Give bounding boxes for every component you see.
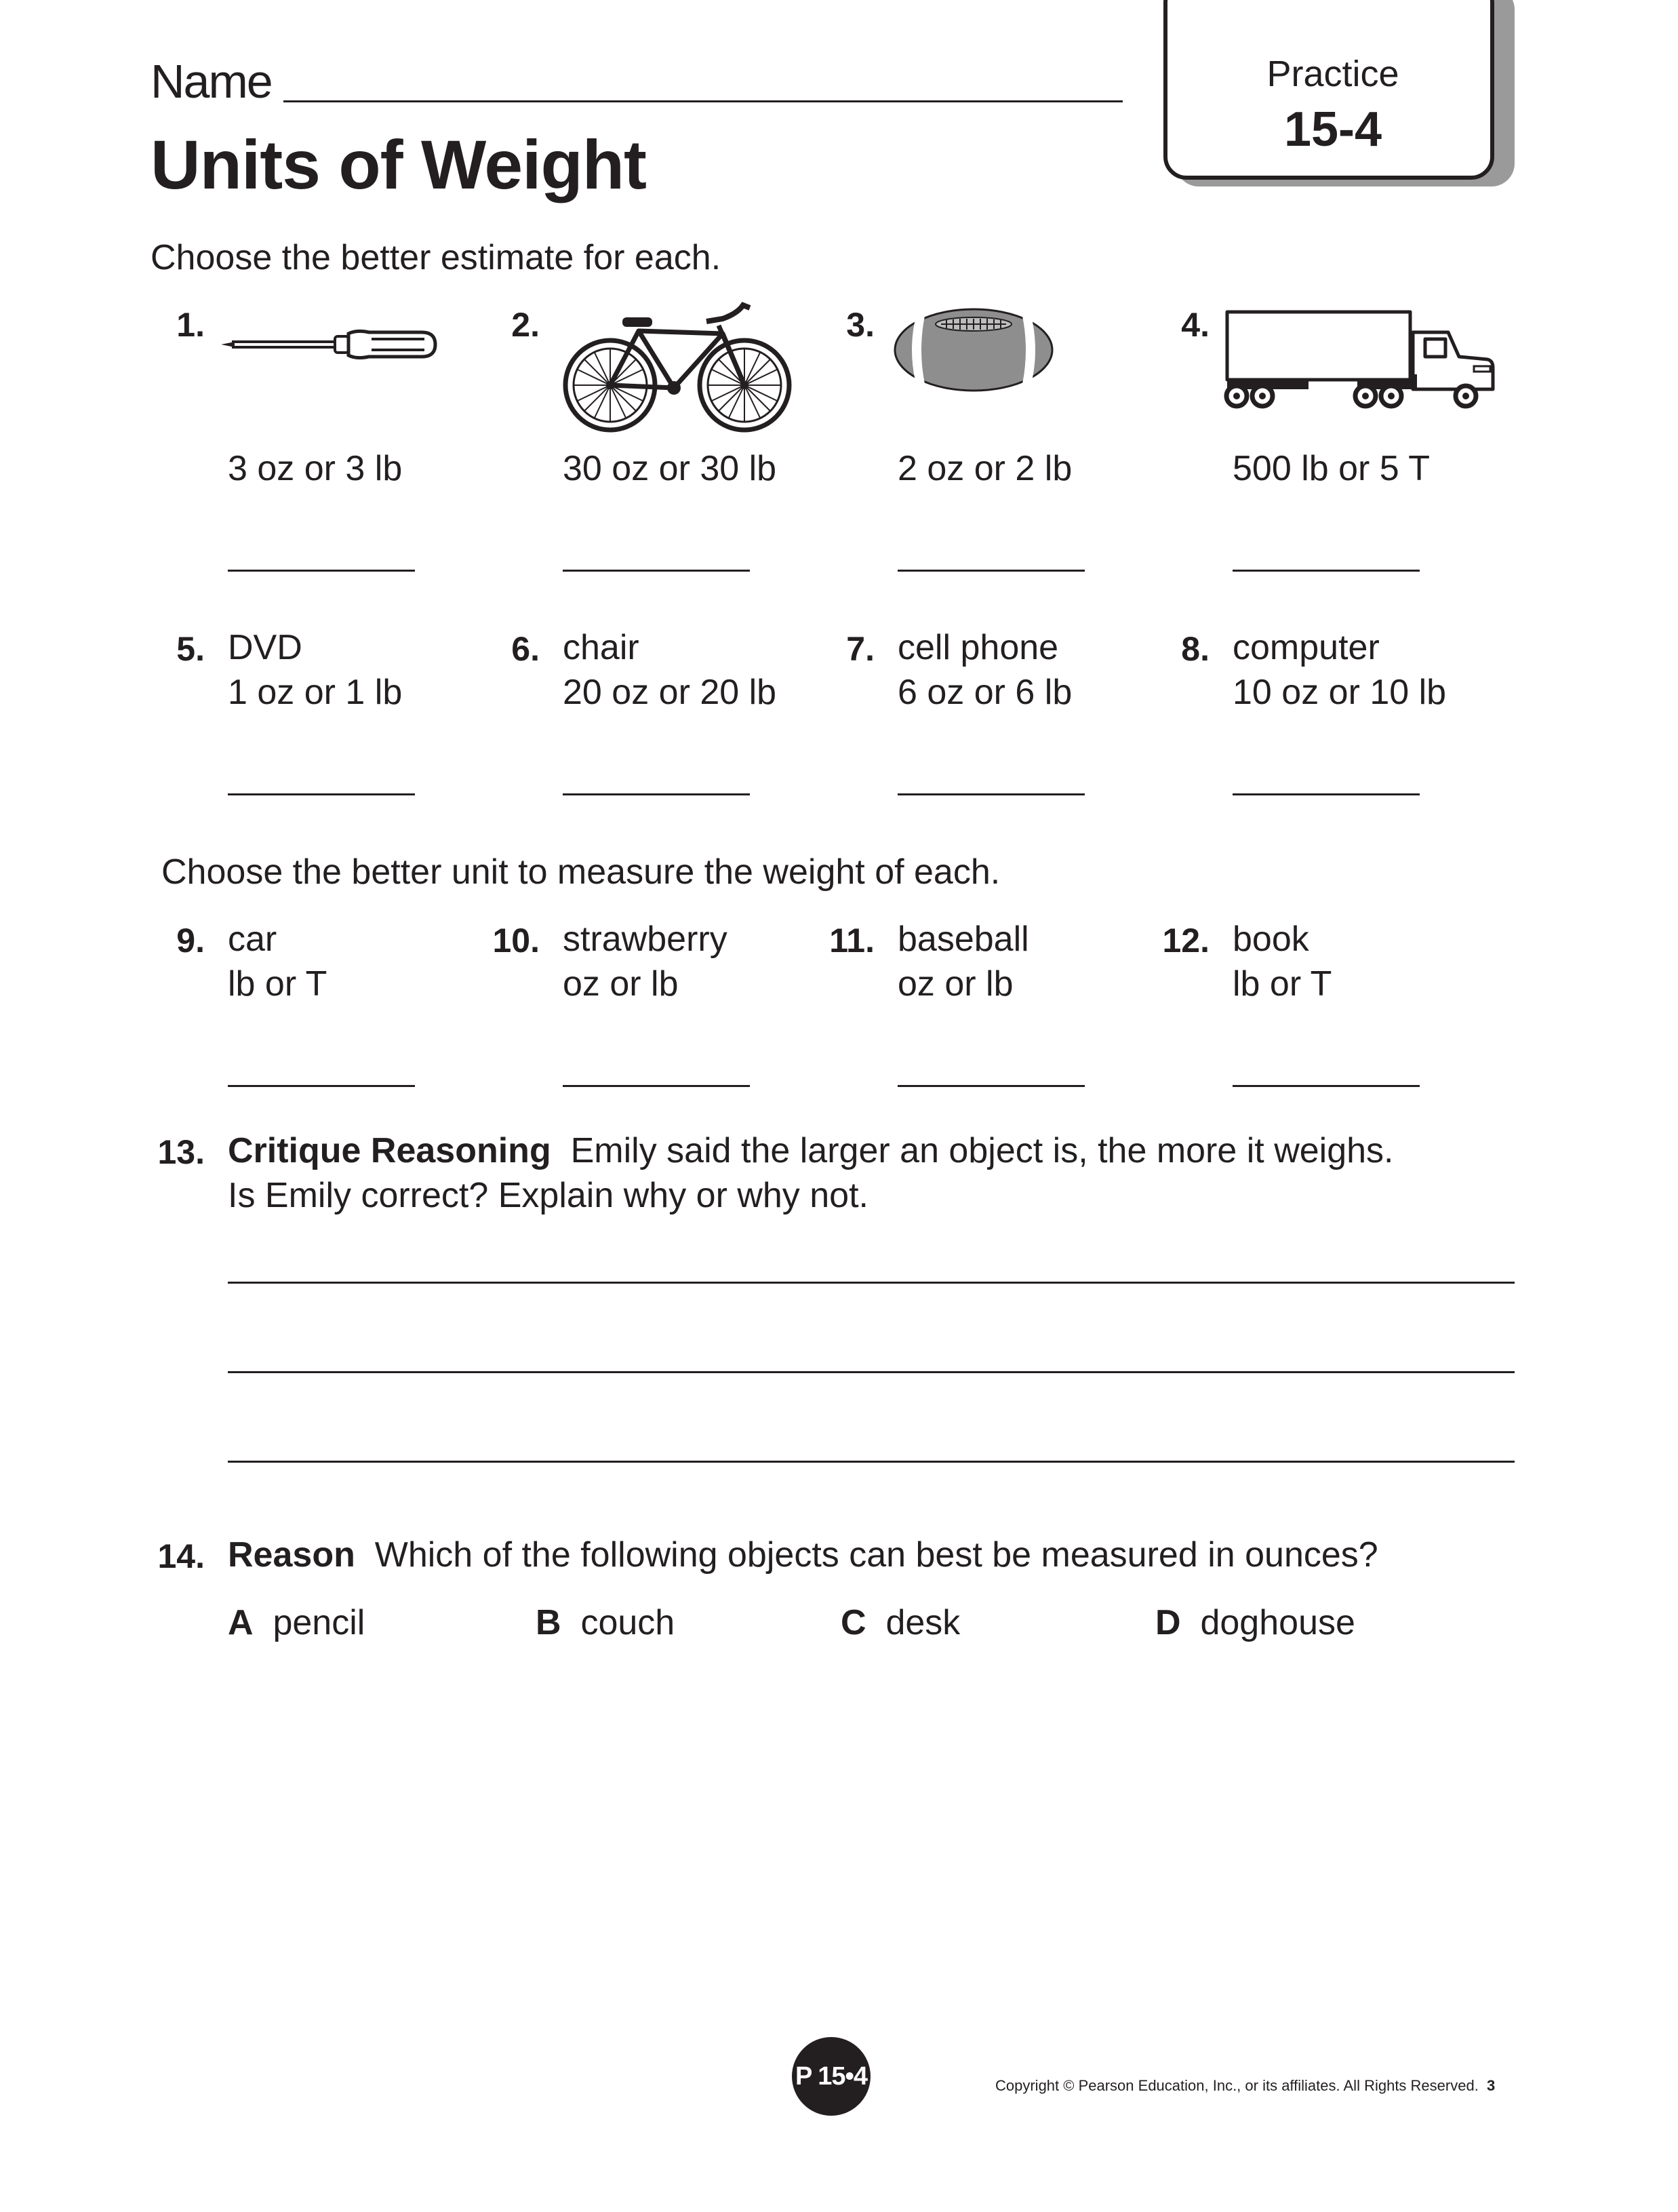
item-number: 11. [829,922,875,960]
option-letter: C [841,1603,866,1642]
item-number: 12. [1162,922,1210,960]
q14-text [228,1533,1378,1577]
item-choices: 2 oz or 2 lb [898,449,1073,488]
option-letter: D [1155,1603,1181,1642]
option-letter: B [536,1603,561,1642]
q13-line1: Emily said the larger an object is, the more it weighs. [570,1131,1394,1170]
item-choices: 30 oz or 30 lb [563,449,777,488]
answer-line[interactable] [898,793,1085,795]
item-choices: 3 oz or 3 lb [228,449,403,488]
q14-question: Which of the following objects can best be measured in ounces? [374,1535,1378,1575]
page-title: Units of Weight [151,126,647,203]
q13-line2: Is Emily correct? Explain why or why not. [228,1176,868,1215]
writing-line[interactable] [228,1371,1515,1373]
item-label: cell phone [898,628,1059,667]
q13-heading: Critique Reasoning [228,1131,551,1170]
answer-line[interactable] [1233,570,1420,572]
q14-heading: Reason [228,1535,355,1575]
answer-line[interactable] [563,793,750,795]
answer-line[interactable] [228,570,415,572]
question-number: 13. [157,1133,205,1171]
truck-icon [1224,309,1497,411]
option-d[interactable] [1155,1600,1355,1645]
item-number: 4. [1181,306,1210,344]
item-label: book [1233,920,1309,959]
page-number: 3 [1487,2077,1496,2094]
bicycle-icon [563,298,793,434]
screwdriver-icon [221,324,438,365]
option-letter: A [228,1603,254,1642]
option-text: doghouse [1200,1603,1355,1642]
football-icon [892,307,1055,393]
option-text: desk [885,1603,961,1642]
item-label: baseball [898,920,1029,959]
section1-instruction: Choose the better estimate for each. [151,238,721,277]
item-number: 3. [846,306,875,344]
answer-line[interactable] [563,570,750,572]
item-choices: lb or T [1233,964,1332,1004]
item-number: 8. [1181,630,1210,668]
answer-line[interactable] [563,1085,750,1087]
item-label: DVD [228,628,302,667]
option-b[interactable] [536,1600,675,1645]
answer-line[interactable] [228,793,415,795]
item-choices: oz or lb [563,964,679,1004]
writing-line[interactable] [228,1282,1515,1284]
item-number: 1. [176,306,205,344]
item-choices: 1 oz or 1 lb [228,673,403,712]
item-number: 2. [511,306,540,344]
item-label: computer [1233,628,1380,667]
option-c[interactable] [841,1600,960,1645]
answer-line[interactable] [1233,1085,1420,1087]
name-field[interactable] [283,100,1123,102]
page-badge: P 15•4 [792,2037,871,2116]
q13-text [228,1128,1394,1173]
item-number: 7. [846,630,875,668]
answer-line[interactable] [1233,793,1420,795]
practice-number: 15-4 [1283,102,1382,157]
copyright-notice: Copyright © Pearson Education, Inc., or its affiliates. All Rights Reserved. [995,2077,1479,2094]
section2-instruction: Choose the better unit to measure the weight of each. [161,852,1001,892]
item-label: strawberry [563,920,727,959]
item-choices: oz or lb [898,964,1014,1004]
item-choices: 500 lb or 5 T [1233,449,1431,488]
option-text: couch [580,1603,675,1642]
practice-label: Practice [1266,54,1399,94]
item-label: car [228,920,277,959]
answer-line[interactable] [898,570,1085,572]
answer-line[interactable] [898,1085,1085,1087]
item-choices: 10 oz or 10 lb [1233,673,1447,712]
question-number: 14. [157,1537,205,1575]
item-choices: 20 oz or 20 lb [563,673,777,712]
item-number: 6. [511,630,540,668]
item-choices: 6 oz or 6 lb [898,673,1073,712]
item-number: 5. [176,630,205,668]
item-label: chair [563,628,639,667]
option-text: pencil [273,1603,365,1642]
writing-line[interactable] [228,1461,1515,1463]
item-choices: lb or T [228,964,327,1004]
answer-line[interactable] [228,1085,415,1087]
option-a[interactable] [228,1600,365,1645]
item-number: 9. [176,922,205,960]
name-label: Name [151,55,272,108]
item-number: 10. [492,922,540,960]
copyright-text [995,2077,1495,2095]
